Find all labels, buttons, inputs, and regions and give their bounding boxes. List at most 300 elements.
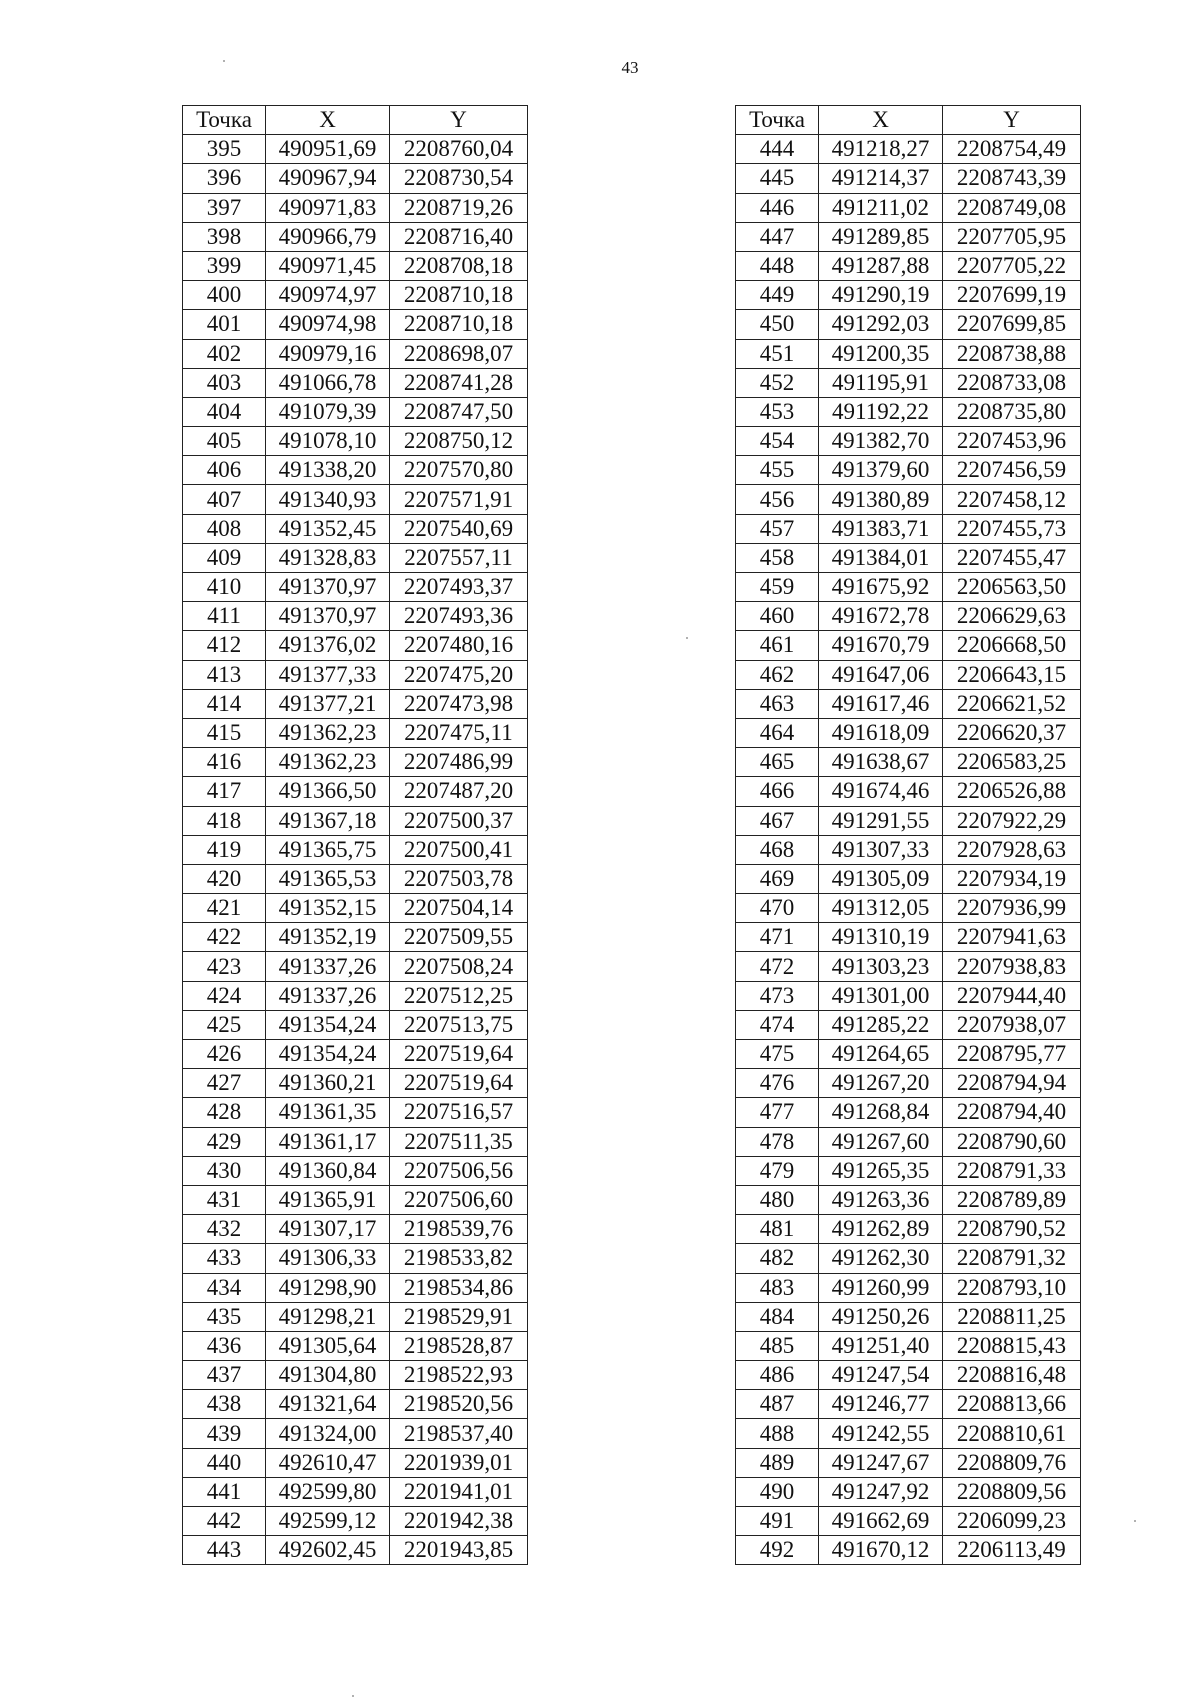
y-coordinate-cell: 2207504,14 — [390, 894, 528, 923]
table-row — [736, 193, 1081, 222]
x-coordinate-cell: 491384,01 — [819, 543, 943, 572]
y-coordinate-cell: 2207493,36 — [390, 602, 528, 631]
table-row — [183, 251, 528, 280]
table-row — [736, 1215, 1081, 1244]
table-row — [183, 806, 528, 835]
y-coordinate-cell: 2208809,76 — [943, 1448, 1081, 1477]
point-number-cell: 457 — [736, 514, 819, 543]
table-row — [736, 427, 1081, 456]
y-coordinate-cell: 2207936,99 — [943, 894, 1081, 923]
table-row — [183, 193, 528, 222]
x-coordinate-cell: 491285,22 — [819, 1010, 943, 1039]
table-row — [736, 1448, 1081, 1477]
x-coordinate-cell: 491361,35 — [266, 1098, 390, 1127]
table-row — [736, 835, 1081, 864]
point-number-cell: 418 — [183, 806, 266, 835]
table-row — [183, 718, 528, 747]
point-number-cell: 425 — [183, 1010, 266, 1039]
x-coordinate-cell: 491066,78 — [266, 368, 390, 397]
table-row — [183, 514, 528, 543]
y-coordinate-cell: 2207511,35 — [390, 1127, 528, 1156]
table-row — [736, 1507, 1081, 1536]
x-coordinate-cell: 491324,00 — [266, 1419, 390, 1448]
coordinates-table-left — [182, 105, 528, 1565]
y-coordinate-cell: 2198529,91 — [390, 1302, 528, 1331]
point-number-cell: 448 — [736, 251, 819, 280]
x-coordinate-cell: 491289,85 — [819, 222, 943, 251]
table-row — [736, 456, 1081, 485]
y-coordinate-cell: 2207500,41 — [390, 835, 528, 864]
point-number-cell: 440 — [183, 1448, 266, 1477]
y-coordinate-cell: 2207453,96 — [943, 427, 1081, 456]
y-coordinate-cell: 2208760,04 — [390, 135, 528, 164]
table-row — [736, 1536, 1081, 1565]
y-coordinate-cell: 2208738,88 — [943, 339, 1081, 368]
point-number-cell: 420 — [183, 864, 266, 893]
x-coordinate-cell: 491246,77 — [819, 1390, 943, 1419]
table-row — [183, 631, 528, 660]
table-row — [736, 1302, 1081, 1331]
table-row — [736, 806, 1081, 835]
table-row — [183, 310, 528, 339]
x-coordinate-cell: 491310,19 — [819, 923, 943, 952]
point-number-cell: 432 — [183, 1215, 266, 1244]
point-number-cell: 446 — [736, 193, 819, 222]
point-number-cell: 426 — [183, 1040, 266, 1069]
table-row — [736, 339, 1081, 368]
x-coordinate-cell: 492610,47 — [266, 1448, 390, 1477]
x-coordinate-cell: 491377,21 — [266, 689, 390, 718]
point-number-cell: 470 — [736, 894, 819, 923]
x-coordinate-cell: 492602,45 — [266, 1536, 390, 1565]
x-coordinate-cell: 491379,60 — [819, 456, 943, 485]
x-coordinate-cell: 491376,02 — [266, 631, 390, 660]
x-coordinate-cell: 490971,83 — [266, 193, 390, 222]
x-coordinate-cell: 491382,70 — [819, 427, 943, 456]
point-number-cell: 483 — [736, 1273, 819, 1302]
x-coordinate-cell: 491301,00 — [819, 981, 943, 1010]
x-coordinate-cell: 491380,89 — [819, 485, 943, 514]
x-coordinate-cell: 491307,33 — [819, 835, 943, 864]
table-row — [736, 1477, 1081, 1506]
point-number-cell: 407 — [183, 485, 266, 514]
y-coordinate-cell: 2207500,37 — [390, 806, 528, 835]
table-row — [183, 1040, 528, 1069]
x-coordinate-cell: 491618,09 — [819, 718, 943, 747]
x-coordinate-cell: 491340,93 — [266, 485, 390, 514]
x-coordinate-cell: 491298,90 — [266, 1273, 390, 1302]
table-row — [736, 1098, 1081, 1127]
x-coordinate-cell: 491247,54 — [819, 1361, 943, 1390]
x-coordinate-cell: 491303,23 — [819, 952, 943, 981]
table-row — [183, 1302, 528, 1331]
table-row — [183, 135, 528, 164]
x-coordinate-cell: 491247,92 — [819, 1477, 943, 1506]
table-row — [736, 1244, 1081, 1273]
table-row — [736, 1273, 1081, 1302]
point-number-cell: 490 — [736, 1477, 819, 1506]
y-coordinate-cell: 2206668,50 — [943, 631, 1081, 660]
table-row — [183, 456, 528, 485]
table-row — [183, 368, 528, 397]
y-coordinate-cell: 2208789,89 — [943, 1185, 1081, 1214]
y-coordinate-cell: 2208719,26 — [390, 193, 528, 222]
y-coordinate-cell: 2207509,55 — [390, 923, 528, 952]
y-coordinate-cell: 2208815,43 — [943, 1331, 1081, 1360]
y-coordinate-cell: 2207516,57 — [390, 1098, 528, 1127]
y-coordinate-cell: 2207486,99 — [390, 748, 528, 777]
table-row — [183, 164, 528, 193]
y-coordinate-cell: 2198520,56 — [390, 1390, 528, 1419]
point-number-cell: 428 — [183, 1098, 266, 1127]
table-row — [183, 427, 528, 456]
table-row — [183, 602, 528, 631]
x-coordinate-cell: 491617,46 — [819, 689, 943, 718]
x-coordinate-cell: 491362,23 — [266, 748, 390, 777]
x-coordinate-cell: 491354,24 — [266, 1010, 390, 1039]
y-coordinate-cell: 2207458,12 — [943, 485, 1081, 514]
x-coordinate-cell: 491337,26 — [266, 952, 390, 981]
table-row — [736, 1331, 1081, 1360]
point-number-cell: 462 — [736, 660, 819, 689]
page-number: 43 — [621, 58, 639, 77]
x-coordinate-cell: 491365,75 — [266, 835, 390, 864]
x-coordinate-cell: 491352,19 — [266, 923, 390, 952]
y-coordinate-cell: 2207456,59 — [943, 456, 1081, 485]
point-number-cell: 442 — [183, 1507, 266, 1536]
point-number-cell: 479 — [736, 1156, 819, 1185]
x-coordinate-cell: 491352,45 — [266, 514, 390, 543]
table-header-row — [736, 106, 1081, 135]
point-number-cell: 460 — [736, 602, 819, 631]
point-number-cell: 433 — [183, 1244, 266, 1273]
y-coordinate-cell: 2207928,63 — [943, 835, 1081, 864]
x-coordinate-cell: 491360,84 — [266, 1156, 390, 1185]
y-coordinate-cell: 2208750,12 — [390, 427, 528, 456]
y-coordinate-cell: 2206113,49 — [943, 1536, 1081, 1565]
point-number-cell: 395 — [183, 135, 266, 164]
x-coordinate-cell: 491262,89 — [819, 1215, 943, 1244]
y-coordinate-cell: 2208708,18 — [390, 251, 528, 280]
point-number-cell: 398 — [183, 222, 266, 251]
x-coordinate-cell: 491305,09 — [819, 864, 943, 893]
x-coordinate-cell: 491218,27 — [819, 135, 943, 164]
y-coordinate-cell: 2207519,64 — [390, 1040, 528, 1069]
table-row — [183, 1419, 528, 1448]
point-number-cell: 414 — [183, 689, 266, 718]
point-number-cell: 466 — [736, 777, 819, 806]
table-row — [183, 1536, 528, 1565]
x-coordinate-cell: 491674,46 — [819, 777, 943, 806]
point-number-cell: 450 — [736, 310, 819, 339]
y-coordinate-cell: 2208754,49 — [943, 135, 1081, 164]
point-number-cell: 487 — [736, 1390, 819, 1419]
x-coordinate-cell: 491262,30 — [819, 1244, 943, 1273]
y-coordinate-cell: 2198533,82 — [390, 1244, 528, 1273]
x-coordinate-cell: 491291,55 — [819, 806, 943, 835]
point-number-cell: 447 — [736, 222, 819, 251]
point-number-cell: 400 — [183, 281, 266, 310]
x-coordinate-cell: 491672,78 — [819, 602, 943, 631]
point-number-cell: 472 — [736, 952, 819, 981]
x-coordinate-cell: 491251,40 — [819, 1331, 943, 1360]
table-row — [736, 1156, 1081, 1185]
y-coordinate-cell: 2208710,18 — [390, 281, 528, 310]
point-number-cell: 488 — [736, 1419, 819, 1448]
table-row — [736, 1010, 1081, 1039]
x-coordinate-cell: 491260,99 — [819, 1273, 943, 1302]
x-coordinate-cell: 491298,21 — [266, 1302, 390, 1331]
table-row — [183, 835, 528, 864]
point-number-cell: 465 — [736, 748, 819, 777]
y-coordinate-cell: 2198539,76 — [390, 1215, 528, 1244]
point-number-cell: 475 — [736, 1040, 819, 1069]
x-coordinate-cell: 492599,12 — [266, 1507, 390, 1536]
table-row — [736, 923, 1081, 952]
x-coordinate-cell: 491268,84 — [819, 1098, 943, 1127]
coordinates-table-right — [735, 105, 1081, 1565]
y-coordinate-cell: 2208749,08 — [943, 193, 1081, 222]
x-coordinate-cell: 491337,26 — [266, 981, 390, 1010]
y-coordinate-cell: 2207540,69 — [390, 514, 528, 543]
header-y: Y — [390, 106, 528, 135]
y-coordinate-cell: 2207506,60 — [390, 1185, 528, 1214]
x-coordinate-cell: 491670,79 — [819, 631, 943, 660]
point-number-cell: 445 — [736, 164, 819, 193]
point-number-cell: 402 — [183, 339, 266, 368]
y-coordinate-cell: 2208741,28 — [390, 368, 528, 397]
y-coordinate-cell: 2207487,20 — [390, 777, 528, 806]
point-number-cell: 452 — [736, 368, 819, 397]
point-number-cell: 455 — [736, 456, 819, 485]
table-row — [736, 660, 1081, 689]
table-row — [736, 1127, 1081, 1156]
point-number-cell: 431 — [183, 1185, 266, 1214]
table-row — [736, 251, 1081, 280]
table-row — [736, 748, 1081, 777]
table-row — [183, 1010, 528, 1039]
point-number-cell: 441 — [183, 1477, 266, 1506]
y-coordinate-cell: 2207699,19 — [943, 281, 1081, 310]
point-number-cell: 471 — [736, 923, 819, 952]
point-number-cell: 489 — [736, 1448, 819, 1477]
x-coordinate-cell: 491265,35 — [819, 1156, 943, 1185]
x-coordinate-cell: 491267,60 — [819, 1127, 943, 1156]
point-number-cell: 435 — [183, 1302, 266, 1331]
point-number-cell: 416 — [183, 748, 266, 777]
x-coordinate-cell: 490979,16 — [266, 339, 390, 368]
point-number-cell: 404 — [183, 397, 266, 426]
table-row — [183, 1507, 528, 1536]
point-number-cell: 485 — [736, 1331, 819, 1360]
x-coordinate-cell: 491307,17 — [266, 1215, 390, 1244]
table-row — [183, 1477, 528, 1506]
point-number-cell: 469 — [736, 864, 819, 893]
point-number-cell: 464 — [736, 718, 819, 747]
table-row — [736, 631, 1081, 660]
point-number-cell: 412 — [183, 631, 266, 660]
y-coordinate-cell: 2208794,94 — [943, 1069, 1081, 1098]
x-coordinate-cell: 490971,45 — [266, 251, 390, 280]
y-coordinate-cell: 2207938,07 — [943, 1010, 1081, 1039]
point-number-cell: 415 — [183, 718, 266, 747]
point-number-cell: 468 — [736, 835, 819, 864]
table-row — [183, 689, 528, 718]
point-number-cell: 422 — [183, 923, 266, 952]
point-number-cell: 408 — [183, 514, 266, 543]
point-number-cell: 406 — [183, 456, 266, 485]
x-coordinate-cell: 491662,69 — [819, 1507, 943, 1536]
point-number-cell: 449 — [736, 281, 819, 310]
x-coordinate-cell: 491377,33 — [266, 660, 390, 689]
x-coordinate-cell: 490966,79 — [266, 222, 390, 251]
y-coordinate-cell: 2207922,29 — [943, 806, 1081, 835]
y-coordinate-cell: 2206629,63 — [943, 602, 1081, 631]
x-coordinate-cell: 491354,24 — [266, 1040, 390, 1069]
y-coordinate-cell: 2206620,37 — [943, 718, 1081, 747]
table-row — [736, 573, 1081, 602]
x-coordinate-cell: 491365,91 — [266, 1185, 390, 1214]
scan-speck — [686, 637, 688, 639]
y-coordinate-cell: 2207513,75 — [390, 1010, 528, 1039]
y-coordinate-cell: 2207557,11 — [390, 543, 528, 572]
table-row — [183, 1069, 528, 1098]
y-coordinate-cell: 2207934,19 — [943, 864, 1081, 893]
scan-speck — [223, 60, 225, 62]
y-coordinate-cell: 2206621,52 — [943, 689, 1081, 718]
point-number-cell: 424 — [183, 981, 266, 1010]
x-coordinate-cell: 491362,23 — [266, 718, 390, 747]
x-coordinate-cell: 491263,36 — [819, 1185, 943, 1214]
y-coordinate-cell: 2206563,50 — [943, 573, 1081, 602]
point-number-cell: 444 — [736, 135, 819, 164]
point-number-cell: 417 — [183, 777, 266, 806]
point-number-cell: 421 — [183, 894, 266, 923]
x-coordinate-cell: 491361,17 — [266, 1127, 390, 1156]
y-coordinate-cell: 2207475,20 — [390, 660, 528, 689]
point-number-cell: 427 — [183, 1069, 266, 1098]
table-row — [183, 952, 528, 981]
table-row — [183, 1156, 528, 1185]
x-coordinate-cell: 491079,39 — [266, 397, 390, 426]
x-coordinate-cell: 491247,67 — [819, 1448, 943, 1477]
x-coordinate-cell: 491211,02 — [819, 193, 943, 222]
y-coordinate-cell: 2208791,33 — [943, 1156, 1081, 1185]
table-row — [183, 923, 528, 952]
y-coordinate-cell: 2208813,66 — [943, 1390, 1081, 1419]
point-number-cell: 480 — [736, 1185, 819, 1214]
x-coordinate-cell: 491367,18 — [266, 806, 390, 835]
table-row — [736, 485, 1081, 514]
x-coordinate-cell: 491365,53 — [266, 864, 390, 893]
table-row — [736, 1419, 1081, 1448]
y-coordinate-cell: 2201943,85 — [390, 1536, 528, 1565]
x-coordinate-cell: 491647,06 — [819, 660, 943, 689]
x-coordinate-cell: 491078,10 — [266, 427, 390, 456]
point-number-cell: 423 — [183, 952, 266, 981]
y-coordinate-cell: 2207508,24 — [390, 952, 528, 981]
y-coordinate-cell: 2201941,01 — [390, 1477, 528, 1506]
table-row — [183, 397, 528, 426]
point-number-cell: 443 — [183, 1536, 266, 1565]
x-coordinate-cell: 491370,97 — [266, 602, 390, 631]
point-number-cell: 478 — [736, 1127, 819, 1156]
y-coordinate-cell: 2208716,40 — [390, 222, 528, 251]
y-coordinate-cell: 2208811,25 — [943, 1302, 1081, 1331]
y-coordinate-cell: 2207455,47 — [943, 543, 1081, 572]
y-coordinate-cell: 2207506,56 — [390, 1156, 528, 1185]
table-row — [736, 864, 1081, 893]
y-coordinate-cell: 2207944,40 — [943, 981, 1081, 1010]
point-number-cell: 436 — [183, 1331, 266, 1360]
y-coordinate-cell: 2207503,78 — [390, 864, 528, 893]
table-row — [183, 1127, 528, 1156]
x-coordinate-cell: 490951,69 — [266, 135, 390, 164]
point-number-cell: 492 — [736, 1536, 819, 1565]
y-coordinate-cell: 2198534,86 — [390, 1273, 528, 1302]
y-coordinate-cell: 2208710,18 — [390, 310, 528, 339]
point-number-cell: 437 — [183, 1361, 266, 1390]
point-number-cell: 473 — [736, 981, 819, 1010]
table-row — [183, 1448, 528, 1477]
y-coordinate-cell: 2207938,83 — [943, 952, 1081, 981]
y-coordinate-cell: 2206526,88 — [943, 777, 1081, 806]
scan-speck — [1134, 1520, 1136, 1522]
point-number-cell: 409 — [183, 543, 266, 572]
point-number-cell: 476 — [736, 1069, 819, 1098]
y-coordinate-cell: 2208810,61 — [943, 1419, 1081, 1448]
point-number-cell: 411 — [183, 602, 266, 631]
x-coordinate-cell: 491338,20 — [266, 456, 390, 485]
y-coordinate-cell: 2208816,48 — [943, 1361, 1081, 1390]
x-coordinate-cell: 491306,33 — [266, 1244, 390, 1273]
y-coordinate-cell: 2208791,32 — [943, 1244, 1081, 1273]
table-row — [736, 718, 1081, 747]
y-coordinate-cell: 2198528,87 — [390, 1331, 528, 1360]
point-number-cell: 429 — [183, 1127, 266, 1156]
table-row — [736, 222, 1081, 251]
x-coordinate-cell: 492599,80 — [266, 1477, 390, 1506]
point-number-cell: 405 — [183, 427, 266, 456]
table-row — [736, 514, 1081, 543]
x-coordinate-cell: 491287,88 — [819, 251, 943, 280]
x-coordinate-cell: 491638,67 — [819, 748, 943, 777]
point-number-cell: 474 — [736, 1010, 819, 1039]
point-number-cell: 399 — [183, 251, 266, 280]
point-number-cell: 419 — [183, 835, 266, 864]
y-coordinate-cell: 2208790,60 — [943, 1127, 1081, 1156]
x-coordinate-cell: 491242,55 — [819, 1419, 943, 1448]
y-coordinate-cell: 2207705,95 — [943, 222, 1081, 251]
table-row — [183, 1098, 528, 1127]
table-row — [183, 281, 528, 310]
table-row — [736, 689, 1081, 718]
x-coordinate-cell: 491360,21 — [266, 1069, 390, 1098]
y-coordinate-cell: 2207480,16 — [390, 631, 528, 660]
table-row — [736, 952, 1081, 981]
point-number-cell: 451 — [736, 339, 819, 368]
x-coordinate-cell: 490974,97 — [266, 281, 390, 310]
point-number-cell: 397 — [183, 193, 266, 222]
table-row — [183, 1215, 528, 1244]
point-number-cell: 467 — [736, 806, 819, 835]
x-coordinate-cell: 491214,37 — [819, 164, 943, 193]
point-number-cell: 410 — [183, 573, 266, 602]
point-number-cell: 438 — [183, 1390, 266, 1419]
table-row — [183, 981, 528, 1010]
point-number-cell: 430 — [183, 1156, 266, 1185]
point-number-cell: 453 — [736, 397, 819, 426]
